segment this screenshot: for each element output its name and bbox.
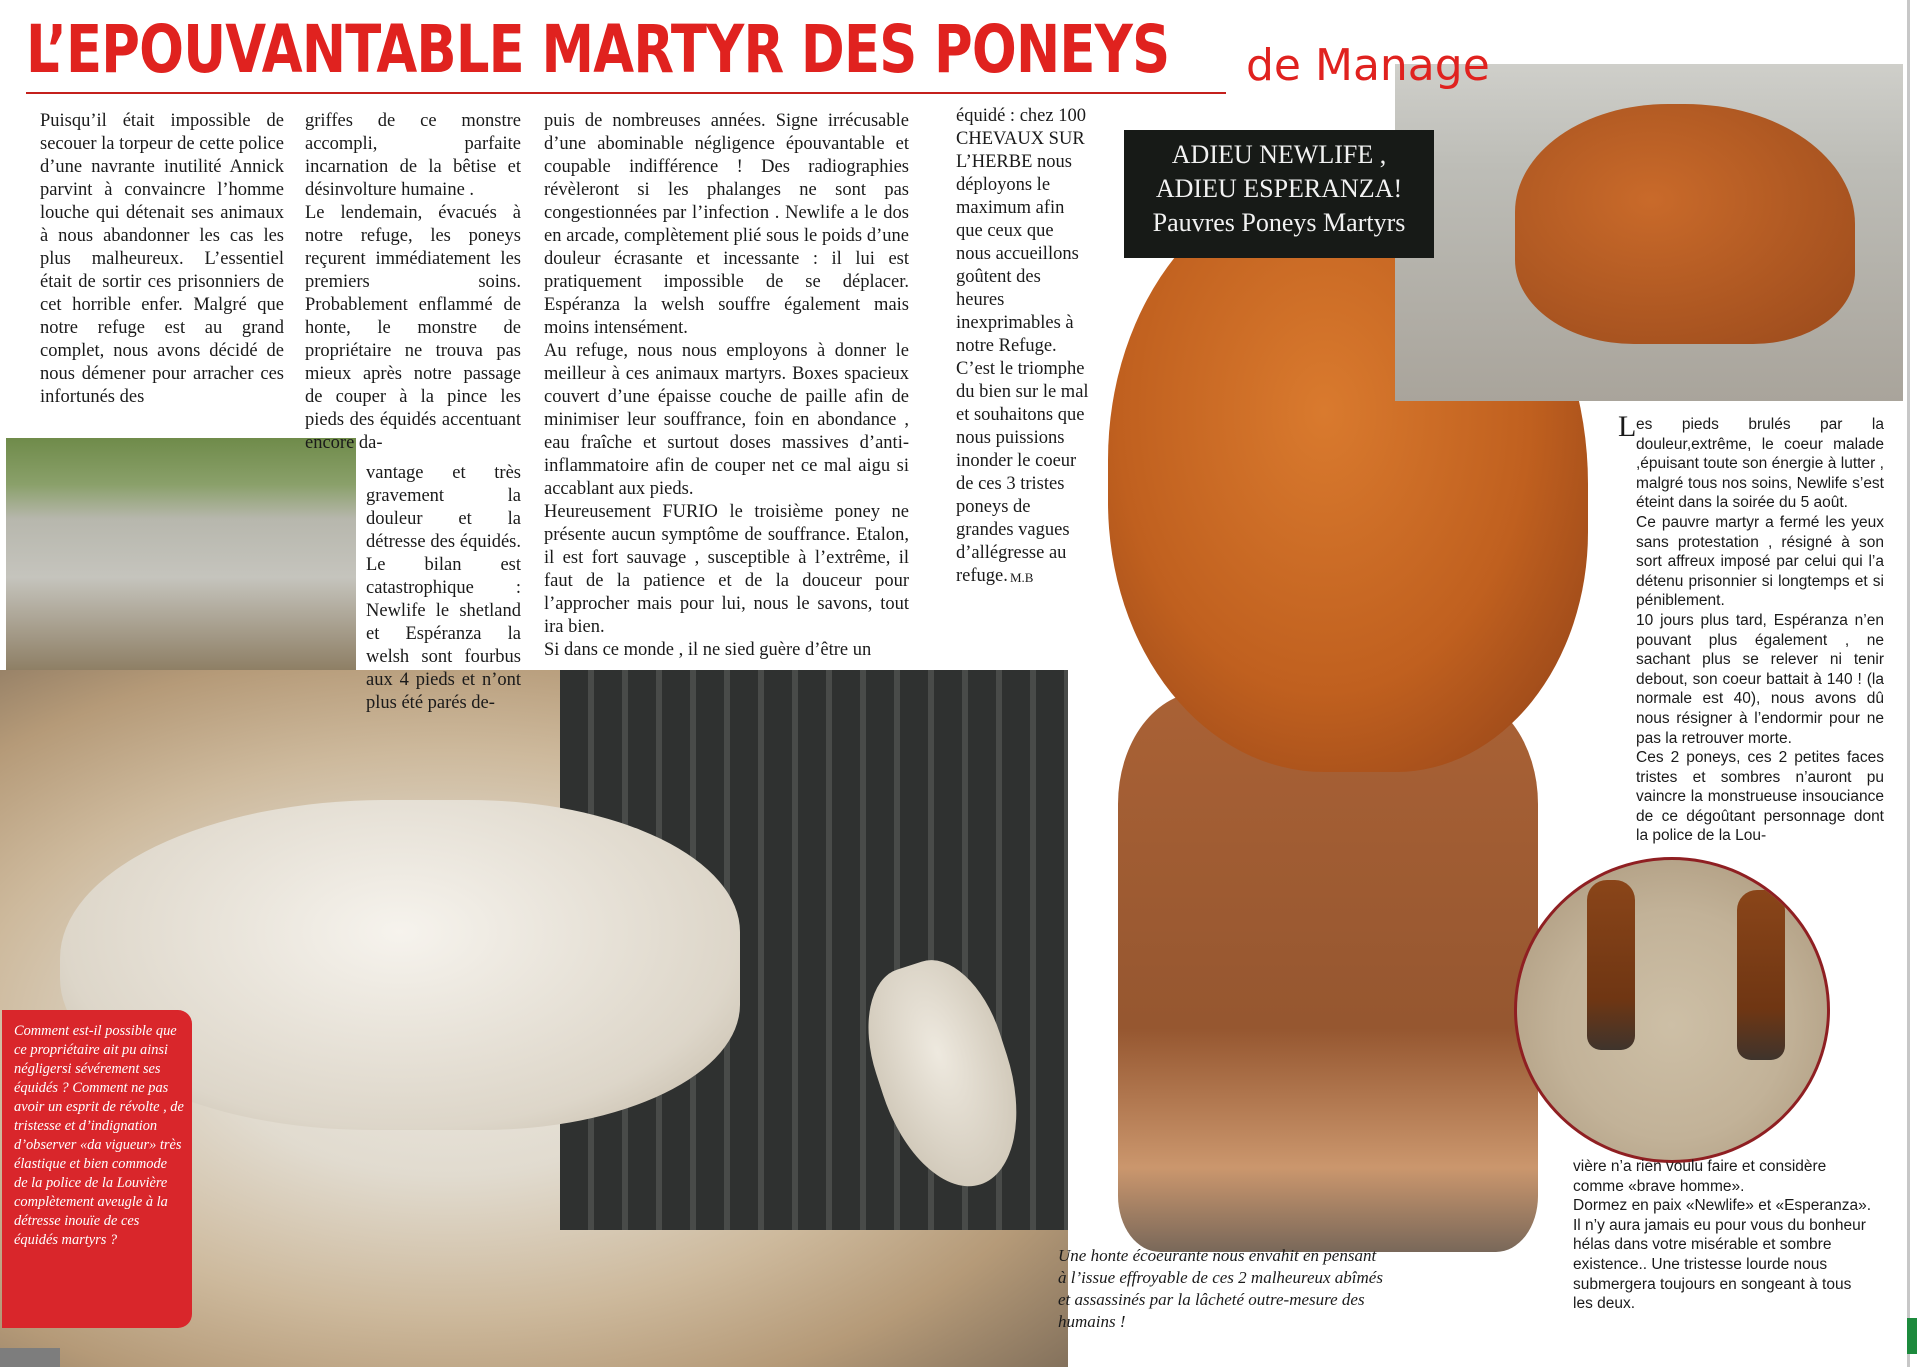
photo-hooves-circle [1514, 857, 1830, 1163]
photo-caption: Une honte écoeurante nous envahit en pensant à l’issue effroyable de ces 2 malheureux abîmés et assassinés par la lâcheté outre-mesure des humains ! [1058, 1246, 1383, 1331]
banner-line: ADIEU NEWLIFE , [1171, 140, 1387, 169]
column-paragraph: Si dans ce monde , il ne sied guère d’être un [544, 640, 872, 660]
quote-box [2, 1010, 192, 1328]
text-column-4 [956, 105, 1091, 588]
pony-leg [1587, 880, 1635, 1050]
column-paragraph: vantage et très gravement la douleur et la détresse des équidés. Le bilan est catastrophique : Newlife le shetland et Espéranza la welsh sont fourbus aux 4 pieds et n’ont plus été parés de- [366, 463, 521, 713]
column-paragraph: griffes de ce monstre accompli, parfaite incarnation de la bêtise et désinvolture humaine . [305, 111, 521, 200]
right-paragraph: es pieds brulés par la douleur,extrême, le coeur malade ,épuisant toute son énergie à lutter , malgré tous nos soins, Newlife s’est éteint dans la soirée du 5 août. [1636, 416, 1884, 512]
right-paragraph: 10 jours plus tard, Espéranza n’en pouvant plus également , ne sachant plus se relever ni tenir debout, son coeur battait à 140 ! (la normale est 40), nous avons dû nous résigner à l’endormir pour ne pas la retrouver morte. [1636, 611, 1884, 747]
photo-ponies-trailer [6, 438, 356, 670]
page-edge [1907, 0, 1910, 1367]
column-paragraph: puis de nombreuses années. Signe irrécusable d’une abominable négligence épouvantable et coupable indifférence ! Des radiographies révèleront si les phalanges ne sont pas congestionnées par l’infection . Newlife a le dos en arcade, complètement plié sous le poids d’une douleur écrasante et incessante : il lui est pratiquement impossible de se déplacer. Espéranza la welsh souffre également mais moins intensément. [544, 111, 909, 338]
chestnut-pony-legs [1118, 692, 1538, 1252]
page-tab-marker [1907, 1318, 1917, 1354]
text-column-3 [544, 110, 909, 662]
memorial-banner [1124, 130, 1434, 258]
drop-cap: L [1618, 410, 1637, 443]
text-column-2-continued [366, 462, 521, 715]
photo-pony-top-right [1395, 64, 1903, 401]
right-paragraph: Ces 2 poneys, ces 2 petites faces tristes et sombres n’auront pu vaincre la monstrueuse insouciance de ce dégoûtant personnage dont la police de la Lou- [1636, 749, 1884, 845]
banner-line: ADIEU ESPERANZA! [1155, 174, 1403, 203]
column-paragraph: équidé : chez 100 CHEVAUX SUR L’HERBE nous déployons le maximum afin que ceux que nous accueillons goûtent des heures inexprimables à notre Refuge. C’est le triomphe du bien sur le mal et souhaitons que nous puissions inonder le coeur de ces 3 tristes poneys de grandes vagues d’allégresse au refuge. [956, 106, 1089, 586]
author-signature: M.B [1010, 570, 1034, 585]
right-paragraph: vière n’a rien voulu faire et considère comme «brave homme». [1573, 1158, 1827, 1195]
title-underline [26, 92, 1226, 94]
right-text-block-continued [1573, 1157, 1873, 1314]
chestnut-pony-small [1515, 104, 1855, 344]
right-paragraph: Dormez en paix «Newlife» et «Esperanza». Il n’y aura jamais eu pour vous du bonheur hélas dans votre misérable et sombre existence.. Une tristesse lourde nous submergera toujours en songeant à tous les deux. [1573, 1197, 1872, 1313]
right-paragraph: Ce pauvre martyr a fermé les yeux sans protestation , résigné à son sort affreux imposé par celui qui l’a détenu prisonnier si longtemps et si péniblement. [1636, 513, 1884, 610]
article-subtitle: de Manage [1246, 40, 1490, 91]
pony-leg [1737, 890, 1785, 1060]
column-paragraph: Puisqu’il était impossible de secouer la torpeur de cette police d’une navrante inutilité Annick parvint à convaincre l’homme louche qui détenait ses animaux à nous abandonner les cas les plus malheureux. L’essentiel était de sortir ces prisonniers de cet horrible enfer. Malgré que notre refuge est au grand complet, nous avons décidé de nous démener pour arracher ces infortunés des [40, 111, 284, 407]
article-title: L’EPOUVANTABLE MARTYR DES PONEYS [26, 11, 1170, 88]
right-text-block [1636, 415, 1884, 846]
page-corner [0, 1348, 60, 1367]
text-column-2 [305, 110, 521, 455]
text-column-1 [40, 110, 284, 409]
column-paragraph: Au refuge, nous nous employons à donner le meilleur à ces animaux martyrs. Boxes spacieux couvert d’une épaisse couche de paille afin de minimiser leur souffrance, foin en abondance , eau fraîche et surtout doses massives d’anti-inflammatoire afin de couper net ce mal aigu si accablant aux pieds. [544, 341, 909, 499]
column-paragraph: Heureusement FURIO le troisième poney ne présente aucun symptôme de souffrance. Etalon, il est fort sauvage , susceptible à l’extrême, il faut de la patience et de la douceur pour l’approcher mais pour lui, nous le savons, tout ira bien. [544, 502, 909, 637]
banner-line: Pauvres Poneys Martyrs [1152, 208, 1406, 237]
column-paragraph: Le lendemain, évacués à notre refuge, les poneys reçurent immédiatement les premiers soins. Probablement enflammé de honte, le monstre de propriétaire ne trouva pas mieux après notre passage de couper à la pince les pieds des équidés accentuant encore da- [305, 203, 521, 453]
quote-text: Comment est-il possible que ce propriétaire ait pu ainsi négligersi sévérement ses équidés ? Comment ne pas avoir un esprit de révolte , de tristesse et d’indignation d’observer «da vigueur» très élastique et bien commode de la police de la Louvière complètement aveugle à la détresse inouïe de ces équidés martyrs ? [14, 1023, 184, 1248]
